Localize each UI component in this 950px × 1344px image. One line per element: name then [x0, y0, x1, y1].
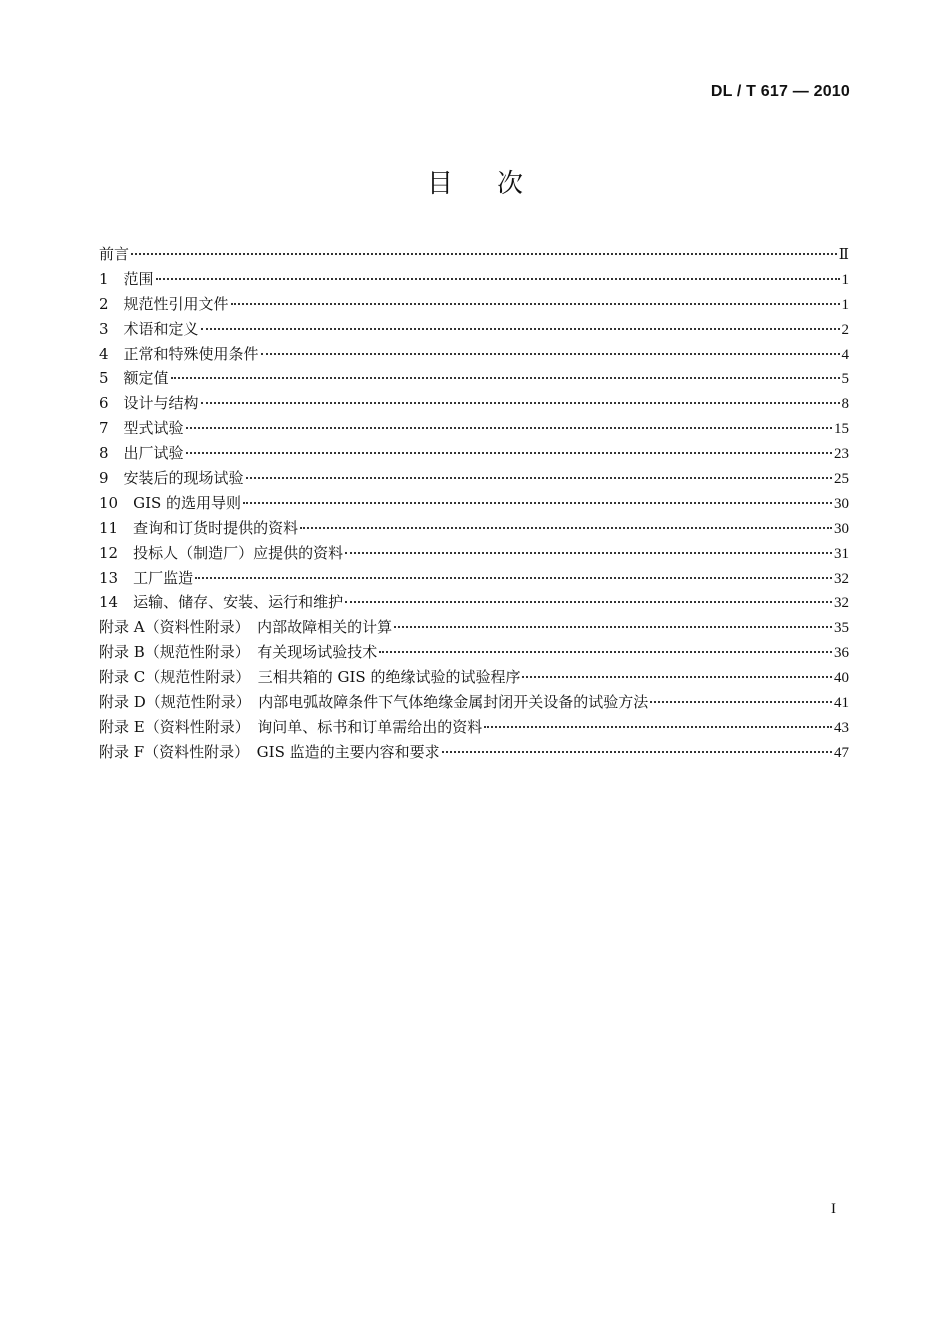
toc-entry-page: 41: [834, 695, 849, 712]
toc-entry-page: 40: [834, 670, 849, 687]
toc-entry[interactable]: [99, 391, 849, 416]
toc-entry[interactable]: [99, 665, 849, 690]
toc-entry[interactable]: [99, 690, 849, 715]
toc-leader-dots: [195, 576, 832, 579]
toc-leader-dots: [650, 700, 832, 703]
toc-leader-dots: [484, 725, 832, 728]
toc-leader-dots: [171, 376, 840, 379]
toc-entry-page: 36: [834, 645, 849, 662]
toc-entry-page: 8: [841, 396, 849, 413]
toc-leader-dots: [379, 650, 832, 653]
toc-entry-page: 32: [834, 595, 849, 612]
toc-leader-dots: [231, 302, 840, 305]
toc-leader-dots: [345, 600, 832, 603]
toc-entry-page: 2: [841, 321, 849, 338]
toc-leader-dots: [261, 352, 840, 355]
toc-entry[interactable]: [99, 342, 849, 367]
toc-leader-dots: [345, 551, 832, 554]
toc-entry[interactable]: [99, 715, 849, 740]
toc-entry-label: 1 范围: [99, 269, 154, 288]
toc-entry-label: 9 安装后的现场试验: [99, 469, 244, 488]
toc-entry-label: 10 GIS 的选用导则: [99, 493, 242, 512]
toc-entry-label: 附录 F（资料性附录） GIS 监造的主要内容和要求: [99, 742, 440, 761]
toc-entry-page: 35: [834, 620, 849, 637]
toc-entry-label: 8 出厂试验: [99, 444, 184, 463]
toc-entry-label: 附录 E（资料性附录） 询问单、标书和订单需给出的资料: [99, 717, 483, 736]
toc-entry-label: 13 工厂监造: [99, 568, 194, 587]
toc-entry[interactable]: [99, 416, 849, 441]
toc-entry-page: 43: [834, 719, 849, 736]
toc-entry-label: 附录 B（规范性附录） 有关现场试验技术: [99, 643, 378, 662]
toc-entry-label: 12 投标人（制造厂）应提供的资料: [99, 543, 344, 562]
toc-entry-label: 5 额定值: [99, 369, 169, 388]
toc-entry[interactable]: [99, 242, 849, 267]
toc-entry-page: 1: [841, 296, 849, 313]
toc-leader-dots: [246, 476, 832, 479]
toc-entry-page: 30: [834, 495, 849, 512]
table-of-contents: [99, 242, 849, 765]
toc-entry[interactable]: [99, 590, 849, 615]
toc-entry-page: 15: [834, 421, 849, 438]
toc-entry[interactable]: [99, 317, 849, 342]
toc-entry[interactable]: [99, 615, 849, 640]
toc-leader-dots: [300, 526, 832, 529]
toc-entry-label: 7 型式试验: [99, 419, 184, 438]
page-number: I: [831, 1201, 836, 1217]
toc-entry[interactable]: [99, 516, 849, 541]
toc-leader-dots: [186, 426, 832, 429]
toc-entry[interactable]: [99, 566, 849, 591]
toc-entry-page: 30: [834, 520, 849, 537]
toc-entry[interactable]: [99, 466, 849, 491]
toc-leader-dots: [131, 252, 837, 255]
toc-entry[interactable]: [99, 491, 849, 516]
toc-leader-dots: [243, 501, 832, 504]
toc-entry-page: 5: [841, 371, 849, 388]
toc-entry[interactable]: [99, 366, 849, 391]
toc-entry-page: 23: [834, 446, 849, 463]
toc-entry-label: 2 规范性引用文件: [99, 294, 229, 313]
toc-entry-page: Ⅱ: [838, 247, 849, 263]
toc-leader-dots: [186, 451, 832, 454]
toc-entry-label: 11 查询和订货时提供的资料: [99, 518, 299, 537]
toc-leader-dots: [156, 277, 840, 280]
toc-leader-dots: [394, 625, 832, 628]
toc-entry-page: 31: [834, 545, 849, 562]
toc-entry[interactable]: [99, 292, 849, 317]
standard-number: DL / T 617 — 2010: [710, 83, 850, 100]
toc-entry[interactable]: [99, 267, 849, 292]
toc-entry-label: 附录 C（规范性附录） 三相共箱的 GIS 的绝缘试验的试验程序: [99, 668, 521, 687]
toc-entry[interactable]: [99, 740, 849, 765]
toc-leader-dots: [201, 327, 840, 330]
toc-entry[interactable]: [99, 640, 849, 665]
toc-entry-label: 14 运输、储存、安装、运行和维护: [99, 593, 344, 612]
toc-entry-label: 附录 D（规范性附录） 内部电弧故障条件下气体绝缘金属封闭开关设备的试验方法: [99, 693, 649, 712]
toc-entry[interactable]: [99, 441, 849, 466]
toc-leader-dots: [201, 401, 840, 404]
toc-entry-label: 6 设计与结构: [99, 394, 199, 413]
toc-entry-label: 3 术语和定义: [99, 319, 199, 338]
toc-leader-dots: [522, 675, 832, 678]
toc-entry-label: 附录 A（资料性附录） 内部故障相关的计算: [99, 618, 393, 637]
toc-entry-page: 1: [841, 271, 849, 288]
toc-entry-page: 32: [834, 570, 849, 587]
toc-entry-label: 前言: [99, 245, 130, 263]
toc-entry-page: 47: [834, 744, 849, 761]
toc-entry-label: 4 正常和特殊使用条件: [99, 344, 259, 363]
toc-entry[interactable]: [99, 541, 849, 566]
toc-entry-page: 4: [841, 346, 849, 363]
toc-leader-dots: [442, 750, 832, 753]
page-title: 目次: [426, 169, 567, 199]
toc-entry-page: 25: [834, 471, 849, 488]
